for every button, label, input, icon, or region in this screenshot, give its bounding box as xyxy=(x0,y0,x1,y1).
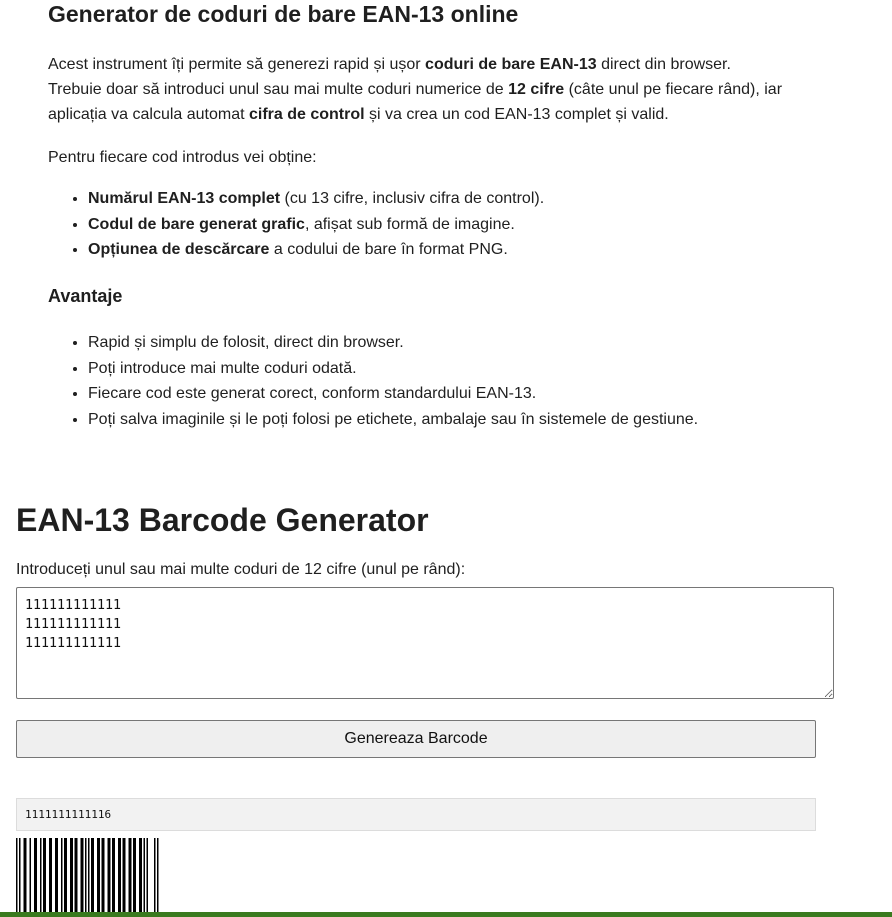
text: și va crea un cod EAN-13 complet și valid. xyxy=(364,106,669,123)
barcode-bar xyxy=(91,838,93,914)
text: direct din browser. xyxy=(596,56,731,73)
list-item xyxy=(88,237,544,263)
barcode-bar xyxy=(123,838,125,914)
barcode-bar xyxy=(112,838,114,914)
bold-text: cifra de control xyxy=(249,106,365,123)
text: aplicația va calcula automat xyxy=(48,106,249,123)
bold-text: coduri de bare EAN-13 xyxy=(425,56,597,73)
text: , afișat sub formă de imagine. xyxy=(304,215,515,233)
barcode-bar xyxy=(88,838,90,914)
barcode-bar xyxy=(157,838,159,914)
barcode-bar xyxy=(129,838,131,914)
barcode-bar xyxy=(133,838,135,914)
barcode-bar xyxy=(135,838,137,914)
barcode-bar xyxy=(40,838,42,914)
list-item xyxy=(88,186,544,212)
bottom-border xyxy=(0,912,892,917)
intro-paragraph xyxy=(48,52,782,127)
list-item: • Poți introduce mai multe coduri odată. xyxy=(88,356,698,382)
text: (câte unul pe fiecare rând), iar xyxy=(564,81,783,98)
barcode-bar xyxy=(72,838,74,914)
features-list xyxy=(48,186,544,263)
list-item: • Poți salva imaginile și le poți folosi pe etichete, ambalaje sau în sistemele de gestiune. xyxy=(88,407,698,433)
barcode-bar xyxy=(120,838,122,914)
barcode-bar xyxy=(61,838,63,914)
barcode-bar xyxy=(118,838,120,914)
text: Trebuie doar să introduci unul sau mai multe coduri numerice de xyxy=(48,81,509,98)
codes-input[interactable] xyxy=(16,587,834,699)
barcode-bar xyxy=(139,838,141,914)
barcode-bar xyxy=(34,838,36,914)
barcode-bar xyxy=(82,838,84,914)
bold-text: 12 cifre xyxy=(508,81,565,98)
barcode-bar xyxy=(108,838,110,914)
barcode-bar xyxy=(64,838,66,914)
advantages-list xyxy=(48,330,698,432)
result-code: 1111111111116 xyxy=(16,798,816,831)
text: (cu 13 cifre, inclusiv cifra de control). xyxy=(280,190,545,207)
barcode-bar xyxy=(144,838,146,914)
barcode-bar xyxy=(141,838,143,914)
barcode-bar xyxy=(109,838,111,914)
text: a codului de bare în format PNG. xyxy=(269,241,508,258)
barcode-bar xyxy=(102,838,104,914)
barcode-bar xyxy=(49,838,51,914)
advantages-heading: Avantaje xyxy=(48,286,123,306)
barcode-bar xyxy=(85,838,87,914)
barcode-bar xyxy=(93,838,95,914)
barcode-bar xyxy=(19,838,21,914)
barcode-bar xyxy=(76,838,78,914)
barcode-bar xyxy=(24,838,26,914)
list-item: • Rapid și simplu de folosit, direct din browser. xyxy=(88,330,698,356)
barcode-bar xyxy=(70,838,72,914)
barcode-image xyxy=(16,838,186,914)
bold-text: Codul de bare generat grafic xyxy=(88,215,305,233)
barcode-bar xyxy=(45,838,47,914)
list-item xyxy=(88,212,544,238)
barcode-bar xyxy=(81,838,83,914)
barcode-bar xyxy=(103,838,105,914)
intro-paragraph-2: Pentru fiecare cod introdus vei obține: xyxy=(48,149,317,166)
barcode-bar xyxy=(57,838,59,914)
barcode-bar xyxy=(130,838,132,914)
barcode-bar xyxy=(97,838,99,914)
list-item: • Fiecare cod este generat corect, conform standardului EAN-13. xyxy=(88,381,698,407)
bold-text: Numărul EAN-13 complet xyxy=(88,190,281,207)
generate-barcode-button[interactable]: Genereaza Barcode xyxy=(16,720,816,758)
barcode-bar xyxy=(114,838,116,914)
barcode-bar xyxy=(16,838,18,914)
barcode-bar xyxy=(55,838,57,914)
barcode-bar xyxy=(30,838,32,914)
codes-input-label: Introduceți unul sau mai multe coduri de 12 cifre (unul pe rând): xyxy=(16,561,466,578)
barcode-bar xyxy=(43,838,45,914)
barcode-bar xyxy=(51,838,53,914)
barcode-bar xyxy=(25,838,27,914)
barcode-bar xyxy=(124,838,126,914)
barcode-bar xyxy=(147,838,149,914)
barcode-bar xyxy=(99,838,101,914)
barcode-bar xyxy=(36,838,38,914)
generator-title: EAN-13 Barcode Generator xyxy=(16,502,429,538)
barcode-bar xyxy=(154,838,156,914)
barcode-bar xyxy=(75,838,77,914)
bold-text: Opțiunea de descărcare xyxy=(88,241,270,258)
intro-title: Generator de coduri de bare EAN-13 online xyxy=(48,1,519,27)
barcode-bar xyxy=(66,838,68,914)
text: Acest instrument îți permite să generezi rapid și ușor xyxy=(48,56,426,73)
